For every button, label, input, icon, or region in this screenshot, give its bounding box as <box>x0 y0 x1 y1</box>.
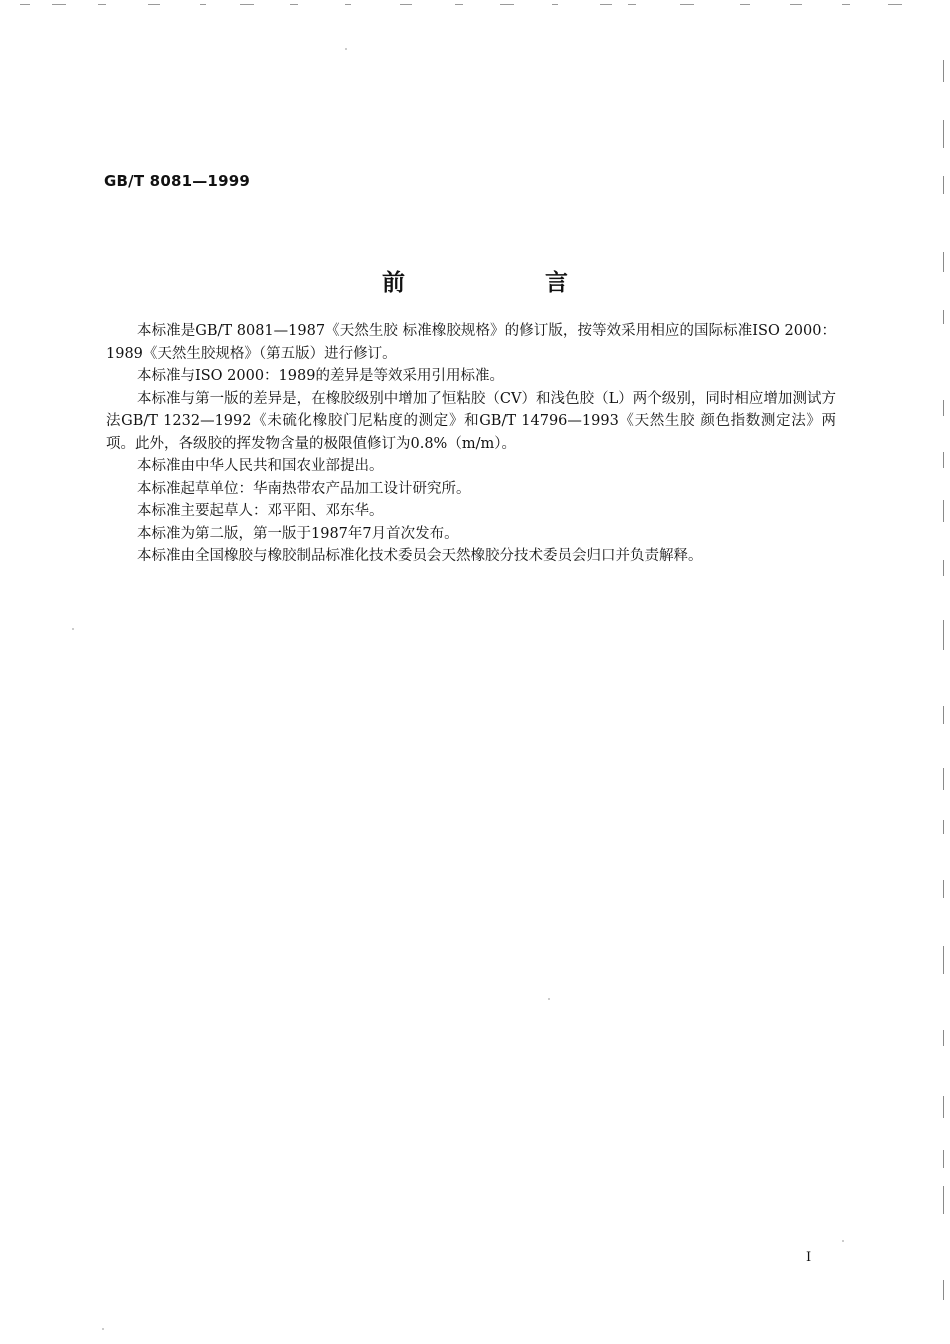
foreword-body <box>106 320 836 568</box>
scan-border-right <box>938 0 950 1344</box>
paragraph-edition: 本标准为第二版，第一版于1987年7月首次发布。 <box>137 525 459 542</box>
standard-code: GB/T 8081—1999 <box>104 172 250 190</box>
scan-speck <box>102 1328 104 1330</box>
scan-speck <box>345 48 347 50</box>
scan-border-top <box>0 0 950 10</box>
paragraph-iso-difference: 本标准与ISO 2000：1989的差异是等效采用引用标准。 <box>137 368 504 384</box>
paragraph-proposer: 本标准由中华人民共和国农业部提出。 <box>137 458 384 474</box>
scan-speck <box>548 998 550 1000</box>
paragraph-drafters: 本标准主要起草人：邓平阳、邓东华。 <box>137 503 384 519</box>
page-number: I <box>806 1250 812 1265</box>
paragraph-drafting-unit: 本标准起草单位：华南热带农产品加工设计研究所。 <box>137 480 471 497</box>
scan-speck <box>842 1240 844 1242</box>
paragraph-revision-basis: 本标准是GB/T 8081—1987《天然生胶 标准橡胶规格》的修订版，按等效采用相应的国际标准ISO 2000：1989《天然生胶规格》（第五版）进行修订。 <box>106 323 836 362</box>
paragraph-responsibility: 本标准由全国橡胶与橡胶制品标准化技术委员会天然橡胶分技术委员会归口并负责解释。 <box>137 548 703 564</box>
paragraph-first-edition-difference: 本标准与第一版的差异是，在橡胶级别中增加了恒粘胶（CV）和浅色胶（L）两个级别，同时相应增加测试方法GB/T 1232—1992《未硫化橡胶门尼粘度的测定》和GB/T 14796—1993《天然生胶 颜色指数测定法》两项。此外，各级胶的挥发物含量的极限值修订为0.8%（m/m）。 <box>106 390 836 452</box>
scan-speck <box>72 628 74 630</box>
page-title: 前 言 <box>381 270 634 296</box>
